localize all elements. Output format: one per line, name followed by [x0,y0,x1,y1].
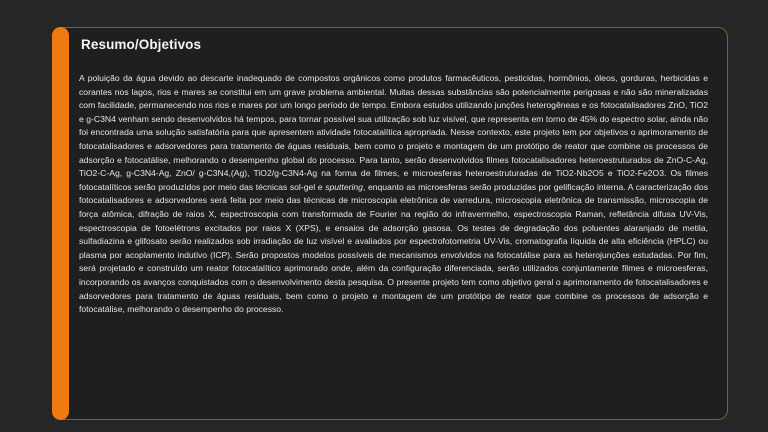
section-title: Resumo/Objetivos [81,37,202,52]
abstract-text-part-1: A poluição da água devido ao descarte inadequado de compostos orgânicos como produtos farmacêuticos, pesticidas, hormônios, óleos, gorduras, herbicidas e corantes nos lagos, rios e mares se constitui em um grave problema ambiental. Muitas dessas substâncias são potencialmente perigosas e não são mineralizadas com facilidade, permanecendo nos rios e mares por um longo período de tempo. Embora estudos utilizando junções heterogêneas e os fotocatalisadores ZnO, TiO2 e g-C3N4 venham sendo desenvolvidos há tempos, para tornar possível sua utilização sob luz visível, que representa em torno de 45% do espectro solar, ainda não foi encontrada uma solução satisfatória para que apresentem atividade fotocatalítica apropriada. Nesse contexto, este projeto tem por objetivos o aprimoramento de fotocatalisadores e adsorvedores para tratamento de águas residuais, bem como o projeto e montagem de um protótipo de reator que combine os processos de adsorção e fotocatálise, melhorando o desempenho global do processo. Para tanto, serão desenvolvidos filmes fotocatalisadores heteroestruturados de ZnO-C-Ag, TiO2-C-Ag, g-C3N4-Ag, ZnO/ g-C3N4,(Ag), TiO2/g-C3N4-Ag na forma de filmes, e microesferas heteroestruturadas de TiO2-Nb2O5 e TiO2-Fe2O3. Os filmes fotocatalíticos serão produzidos por meio das técnicas sol-gel e [79,73,708,192]
abstract-emphasis: sputtering [325,181,363,192]
accent-bar [52,27,69,420]
abstract-text [79,72,708,317]
abstract-text-part-2: , enquanto as microesferas serão produzidas por gelificação interna. A caracterização dos fotocatalisadores e adsorvedores será feita por meio das técnicas de microscopia eletrônica de varredura, microscopia eletrônica de transmissão, microscopia de força atômica, difração de raios X, espectroscopia com transformada de Fourier na região do infravermelho, espectroscopia Raman, refletância difusa UV-Vis, espectroscopia de fotoelétrons excitados por raios X (XPS), e ensaios de adsorção gasosa. Os testes de degradação dos poluentes alaranjado de metila, sulfadiazina e glifosato serão realizados sob irradiação de luz visível e avaliados por espectrofotometria UV-Vis, cromatografia líquida de alta eficiência (HPLC) ou plasma por acoplamento indutivo (ICP). Serão propostos modelos possíveis de mecanismos envolvidos na fotocatálise para as heterojunções estudadas. Por fim, será projetado e construído um reator fotocatalítico aprimorado onde, além da configuração diferenciada, serão utilizados conjuntamente filmes e microesferas, incorporando os avanços conquistados com o desenvolvimento desta pesquisa. O presente projeto tem como objetivo geral o aprimoramento de fotocatalisadores e adsorvedores para tratamento de águas residuais, bem como o projeto e montagem de um protótipo de reator que combine os processos de adsorção e fotocatálise, melhorando o desempenho do processo. [79,181,708,315]
